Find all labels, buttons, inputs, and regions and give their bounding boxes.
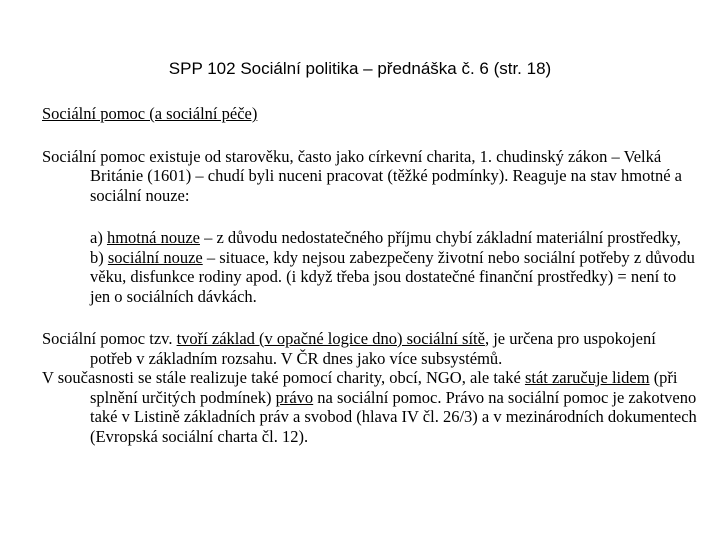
list-item-prefix: b) [90, 247, 108, 267]
intro-paragraph: Sociální pomoc existuje od starověku, často jako církevní charita, 1. chudinský zákon – Velká Británie (1601) – chudí byli nuceni pracovat (těžké podmínky). Reaguje na stav hmotné a sociální nouze: [42, 146, 682, 205]
social-net-paragraph [42, 329, 702, 368]
term-material-need: hmotná nouze [106, 228, 200, 247]
paragraph-text: na sociální pomoc. Právo na sociální pomoc je zakotveno také v Listině základních práv a svobod (hlava IV čl. 26/3) a v mezinárodních dokumentech (Evropská sociální charta čl. 12). [90, 387, 697, 446]
underlined-phrase: právo [275, 387, 314, 407]
paragraph-text: Sociální pomoc tzv. [42, 329, 177, 348]
paragraph-text: , je určena pro uspokojení potřeb v základním rozsahu. V ČR dnes jako více subsystémů. [90, 329, 656, 368]
term-social-need: sociální nouze [107, 247, 203, 267]
underlined-phrase: tvoří základ (v opačné logice dno) sociální sítě [176, 329, 485, 348]
section-title: Sociální pomoc (a sociální péče) [42, 104, 258, 123]
list-item-social-need [90, 248, 700, 307]
page-header: SPP 102 Sociální politika – přednáška č. 6 (str. 18) [168, 59, 552, 78]
list-item-prefix: a) [90, 228, 107, 247]
list-item-material-need [90, 228, 700, 248]
list-item-text: – situace, kdy nejsou zabezpečeny životní nebo sociální potřeby z důvodu věku, disfunkce rodiny apod. (i když třeba jsou dostatečné finanční prostředky) = není to jen o sociálních dávkách. [90, 247, 695, 306]
list-item-text: – z důvodu nedostatečného příjmu chybí základní materiální prostředky, [199, 228, 681, 247]
paragraph-text: V současnosti se stále realizuje také pomocí charity, obcí, NGO, ale také [42, 368, 525, 387]
present-day-paragraph [42, 368, 702, 446]
underlined-phrase: stát zaručuje lidem [524, 368, 650, 387]
need-types-list [90, 228, 700, 306]
slide-body [42, 104, 702, 446]
paragraph-text: (při splnění určitých podmínek) [90, 368, 678, 407]
